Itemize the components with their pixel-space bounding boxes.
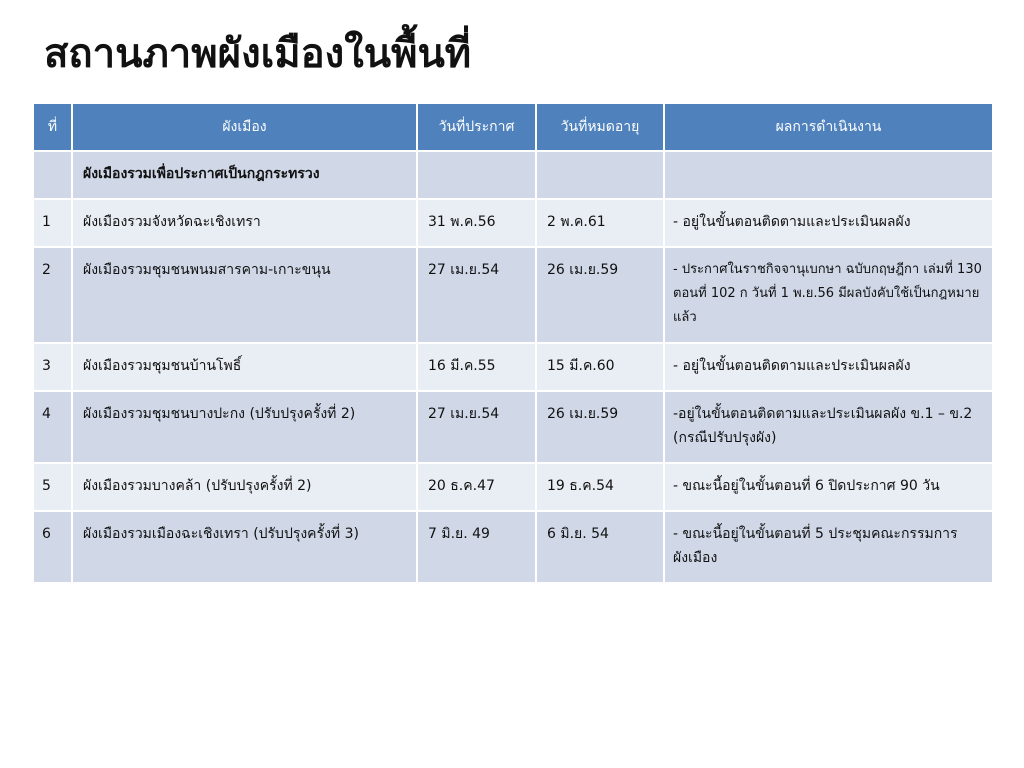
row-announced: 27 เม.ย.54 — [417, 247, 536, 343]
header-plan: ผังเมือง — [72, 103, 417, 151]
row-plan: ผังเมืองรวมเมืองฉะเชิงเทรา (ปรับปรุงครั้งที่ 3) — [72, 511, 417, 583]
row-expired: 15 มี.ค.60 — [536, 343, 664, 391]
row-no: 2 — [33, 247, 72, 343]
row-announced: 31 พ.ค.56 — [417, 199, 536, 247]
row-result: - ขณะนี้อยู่ในขั้นตอนที่ 5 ประชุมคณะกรรมการผังเมือง — [664, 511, 993, 583]
header-announced: วันที่ประกาศ — [417, 103, 536, 151]
row-plan: ผังเมืองรวมบางคล้า (ปรับปรุงครั้งที่ 2) — [72, 463, 417, 511]
table-row — [33, 511, 993, 583]
table-header-row — [33, 103, 993, 151]
header-no: ที่ — [33, 103, 72, 151]
row-no: 5 — [33, 463, 72, 511]
row-no: 6 — [33, 511, 72, 583]
row-no: 3 — [33, 343, 72, 391]
row-result: - อยู่ในขั้นตอนติดตามและประเมินผลผัง — [664, 343, 993, 391]
row-result: -อยู่ในขั้นตอนติดตามและประเมินผลผัง ข.1 – ข.2 (กรณีปรับปรุงผัง) — [664, 391, 993, 463]
group-announced — [417, 151, 536, 199]
group-result — [664, 151, 993, 199]
row-no: 1 — [33, 199, 72, 247]
table-row — [33, 247, 993, 343]
row-result: - ประกาศในราชกิจจานุเบกษา ฉบับกฤษฎีกา เล่มที่ 130 ตอนที่ 102 ก วันที่ 1 พ.ย.56 มีผลบังคับใช้เป็นกฎหมายแล้ว — [664, 247, 993, 343]
row-plan: ผังเมืองรวมจังหวัดฉะเชิงเทรา — [72, 199, 417, 247]
row-expired: 26 เม.ย.59 — [536, 391, 664, 463]
table-row — [33, 199, 993, 247]
row-plan: ผังเมืองรวมชุมชนพนมสารคาม-เกาะขนุน — [72, 247, 417, 343]
row-announced: 27 เม.ย.54 — [417, 391, 536, 463]
group-expired — [536, 151, 664, 199]
header-expired: วันที่หมดอายุ — [536, 103, 664, 151]
group-row — [33, 151, 993, 199]
row-plan: ผังเมืองรวมชุมชนบ้านโพธิ์ — [72, 343, 417, 391]
row-announced: 16 มี.ค.55 — [417, 343, 536, 391]
header-result: ผลการดำเนินงาน — [664, 103, 993, 151]
row-result: - ขณะนี้อยู่ในขั้นตอนที่ 6 ปิดประกาศ 90 วัน — [664, 463, 993, 511]
table-row — [33, 391, 993, 463]
group-plan: ผังเมืองรวมเพื่อประกาศเป็นกฎกระทรวง — [72, 151, 417, 199]
slide-title: สถานภาพผังเมืองในพื้นที่ — [44, 30, 472, 77]
row-announced: 20 ธ.ค.47 — [417, 463, 536, 511]
row-plan: ผังเมืองรวมชุมชนบางปะกง (ปรับปรุงครั้งที่ 2) — [72, 391, 417, 463]
table-row — [33, 343, 993, 391]
row-announced: 7 มิ.ย. 49 — [417, 511, 536, 583]
table-row — [33, 463, 993, 511]
row-expired: 19 ธ.ค.54 — [536, 463, 664, 511]
city-plan-status-table — [32, 102, 994, 584]
row-expired: 2 พ.ค.61 — [536, 199, 664, 247]
row-expired: 26 เม.ย.59 — [536, 247, 664, 343]
row-result: - อยู่ในขั้นตอนติดตามและประเมินผลผัง — [664, 199, 993, 247]
row-expired: 6 มิ.ย. 54 — [536, 511, 664, 583]
group-no — [33, 151, 72, 199]
row-no: 4 — [33, 391, 72, 463]
